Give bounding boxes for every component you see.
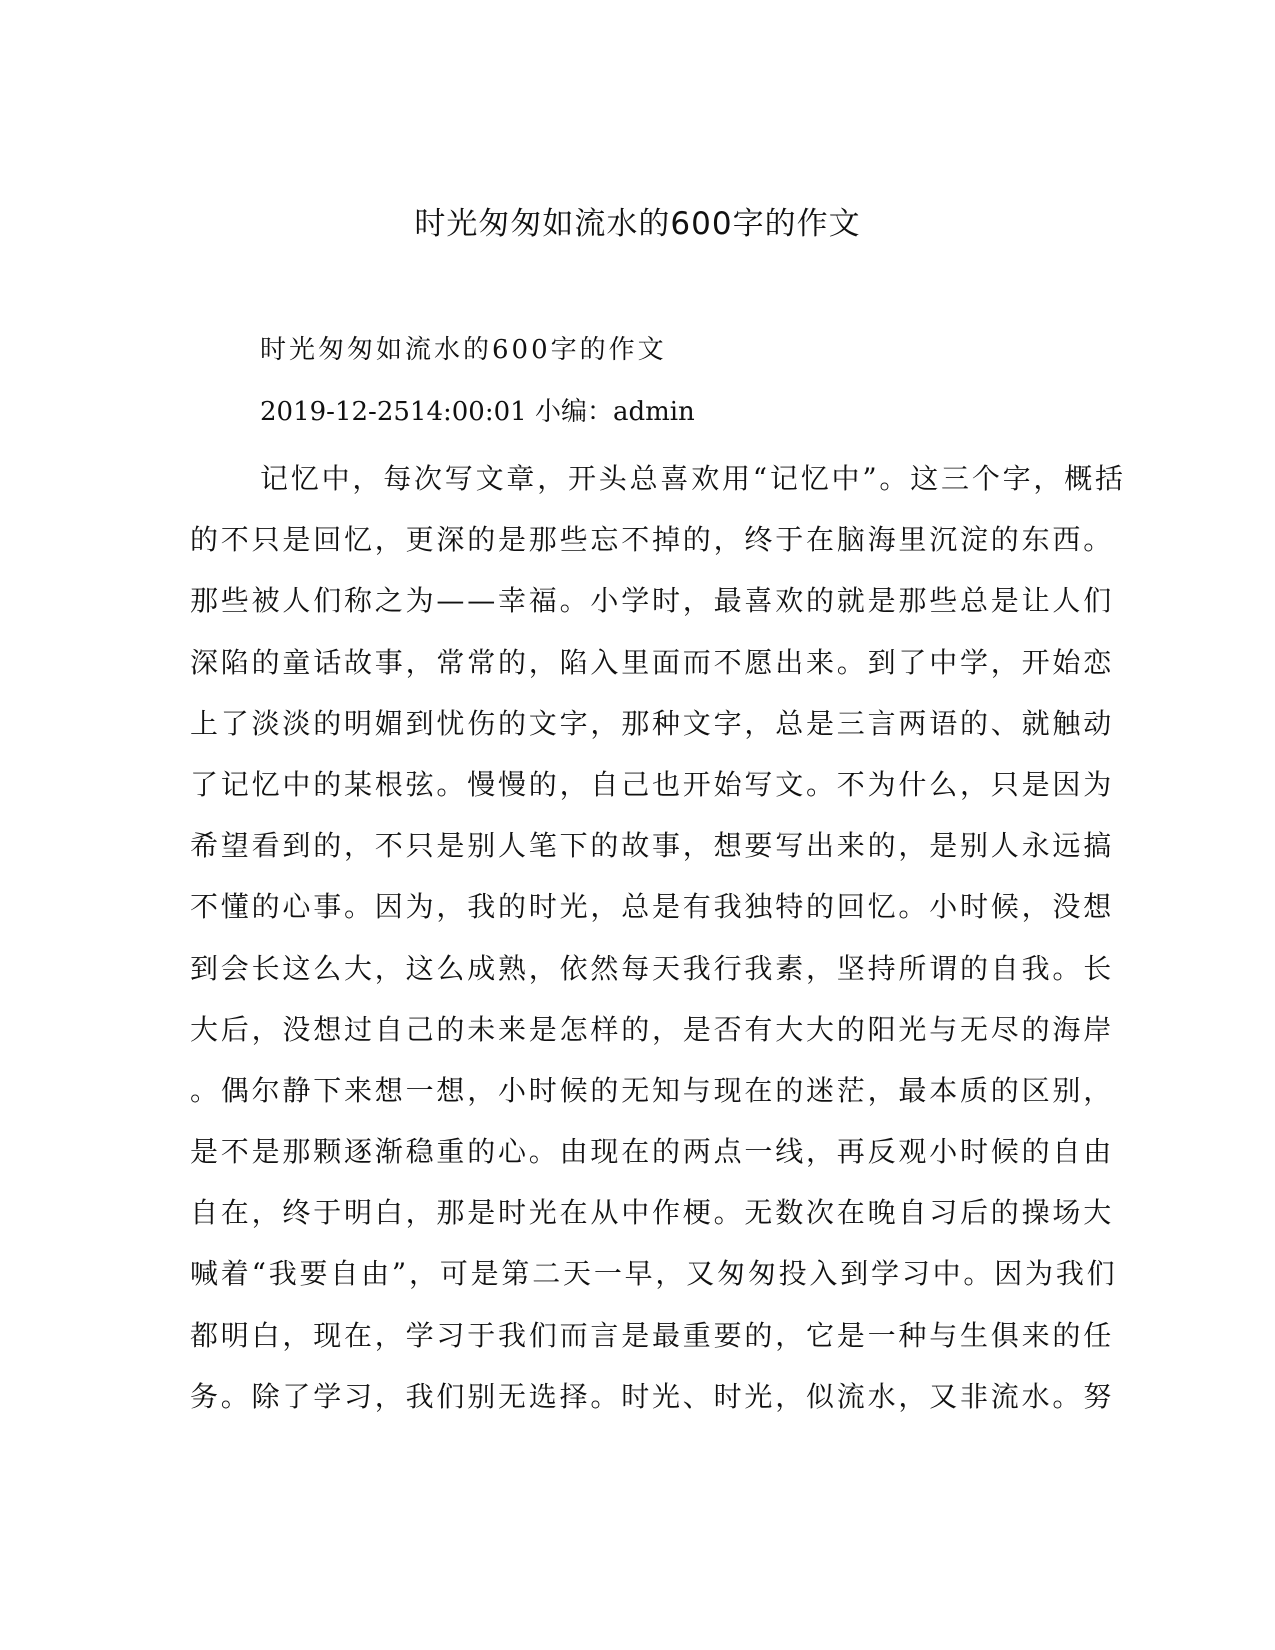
body-line: 了记忆中的某根弦。慢慢的，自己也开始写文。不为什么，只是因为	[190, 767, 1115, 801]
body-line: 记忆中，每次写文章，开头总喜欢用“记忆中”。这三个字，概括	[260, 462, 1126, 495]
body-line: 。偶尔静下来想一想，小时候的无知与现在的迷茫，最本质的区别，	[190, 1073, 1115, 1107]
body-line: 希望看到的，不只是别人笔下的故事，想要写出来的，是别人永远搞	[190, 829, 1115, 863]
body-line: 到会长这么大，这么成熟，依然每天我行我素，坚持所谓的自我。长	[190, 951, 1115, 985]
body-line: 自在，终于明白，那是时光在从中作梗。无数次在晚自习后的操场大	[190, 1196, 1115, 1230]
body-line: 大后，没想过自己的未来是怎样的，是否有大大的阳光与无尽的海岸	[190, 1012, 1115, 1046]
body-line: 都明白，现在，学习于我们而言是最重要的，它是一种与生俱来的任	[190, 1318, 1115, 1352]
article-body	[190, 448, 1126, 1427]
body-line: 不懂的心事。因为，我的时光，总是有我独特的回忆。小时候，没想	[190, 890, 1115, 924]
body-line: 深陷的童话故事，常常的，陷入里面而不愿出来。到了中学，开始恋	[190, 645, 1115, 679]
body-line: 的不只是回忆，更深的是那些忘不掉的，终于在脑海里沉淀的东西。	[190, 523, 1115, 557]
document-title: 时光匆匆如流水的600字的作文	[414, 206, 861, 242]
body-line: 喊着“我要自由”，可是第二天一早，又匆匆投入到学习中。因为我们	[190, 1257, 1118, 1291]
article-meta: 2019-12-2514:00:01 小编：admin	[260, 397, 695, 427]
article-subtitle: 时光匆匆如流水的600字的作文	[260, 335, 667, 365]
body-line: 那些被人们称之为——幸福。小学时，最喜欢的就是那些总是让人们	[190, 584, 1115, 618]
body-line: 务。除了学习，我们别无选择。时光、时光，似流水，又非流水。努	[190, 1379, 1115, 1413]
body-line: 上了淡淡的明媚到忧伤的文字，那种文字，总是三言两语的、就触动	[190, 706, 1115, 740]
body-line: 是不是那颗逐渐稳重的心。由现在的两点一线，再反观小时候的自由	[190, 1135, 1115, 1169]
